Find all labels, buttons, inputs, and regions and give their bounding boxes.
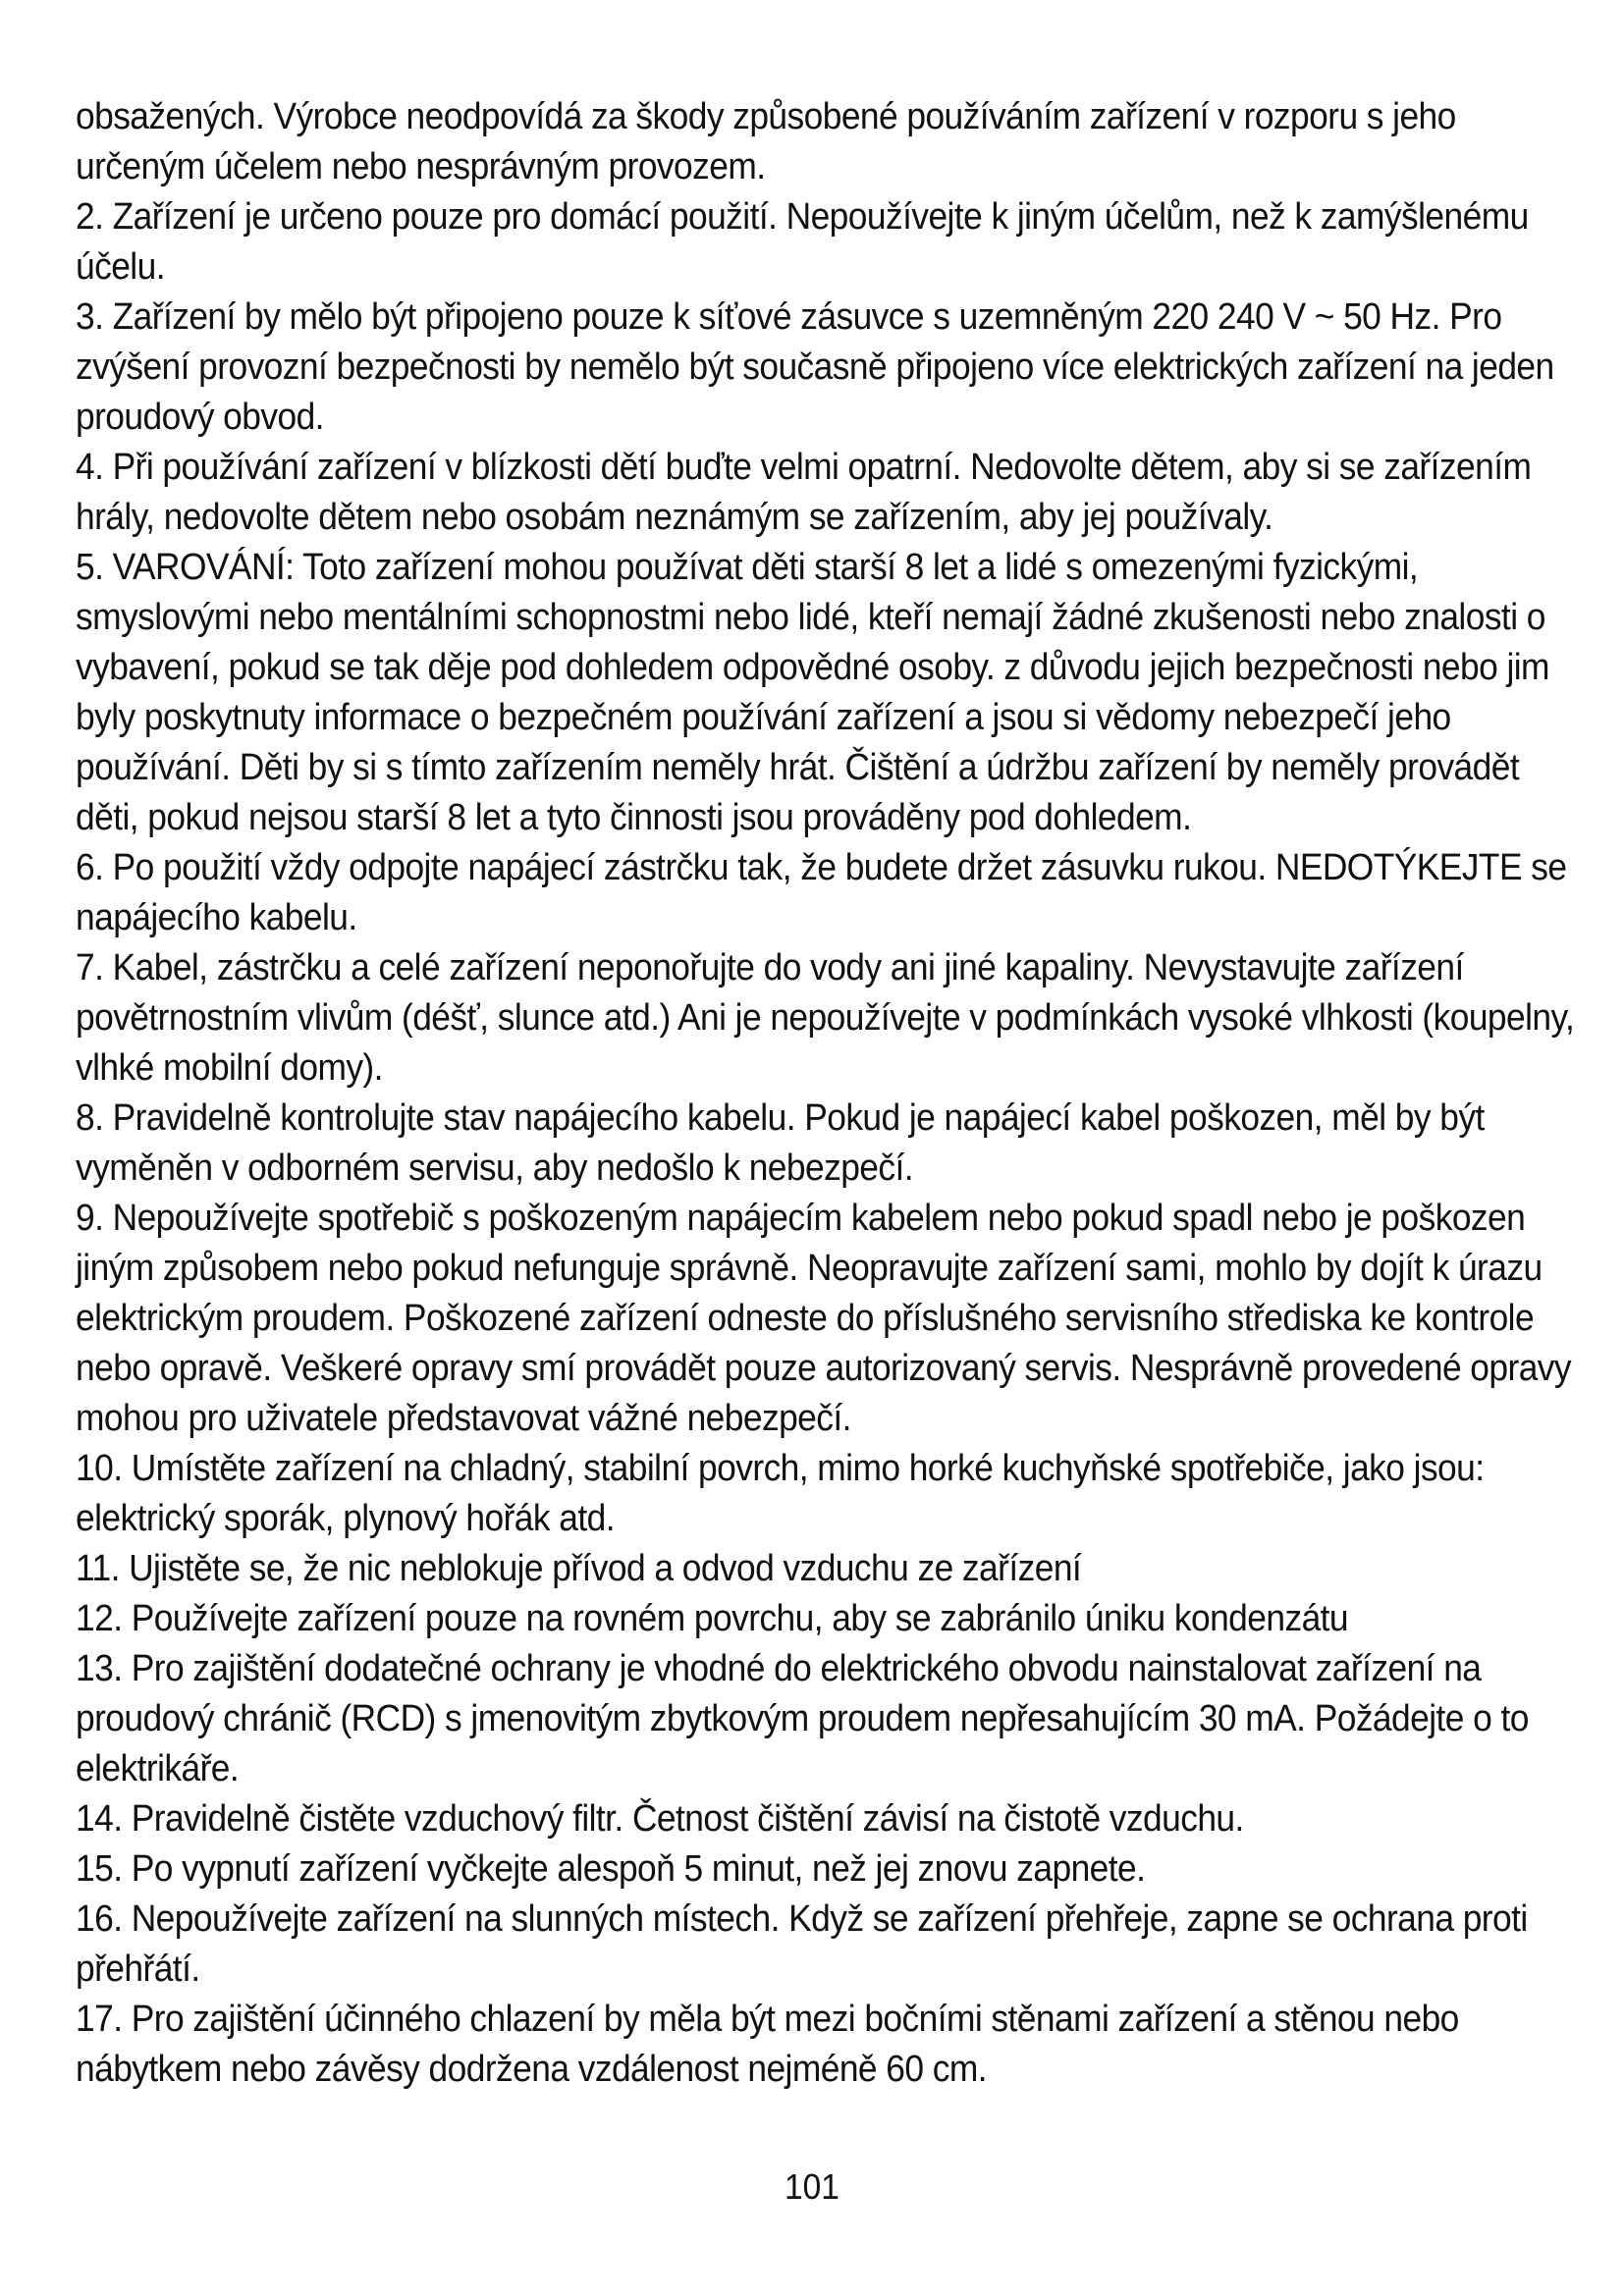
- paragraph-item-8: 8. Pravidelně kontrolujte stav napájecího kabelu. Pokud je napájecí kabel poškozen, měl by být vyměněn v odborném servisu, aby nedošlo k nebezpečí.: [76, 1097, 1485, 1189]
- paragraph-item-4: 4. Při používání zařízení v blízkosti dětí buďte velmi opatrní. Nedovolte dětem, aby si se zařízením hrály, nedovolte dětem nebo osobám neznámým se zařízením, aby jej používaly.: [76, 447, 1532, 538]
- paragraph-item-7: 7. Kabel, zástrčku a celé zařízení neponořujte do vody ani jiné kapaliny. Nevystavujte zařízení povětrnostním vlivům (déšť, slunce atd.) Ani je nepoužívejte v podmínkách vysoké vlhkosti (koupelny, vlhké mobilní domy).: [76, 947, 1575, 1089]
- paragraph-continuation: obsažených. Výrobce neodpovídá za škody způsobené používáním zařízení v rozporu s jeho určeným účelem nebo nesprávným provozem.: [76, 96, 1456, 187]
- paragraph-item-2: 2. Zařízení je určeno pouze pro domácí použití. Nepoužívejte k jiným účelům, než k zamýšlenému účelu.: [76, 196, 1529, 288]
- paragraph-item-13: 13. Pro zajištění dodatečné ochrany je vhodné do elektrického obvodu nainstalovat zařízení na proudový chránič (RCD) s jmenovitým zbytkovým proudem nepřesahujícím 30 mA. Požádejte o to elektrikáře.: [76, 1648, 1529, 1789]
- paragraph-item-14: 14. Pravidelně čistěte vzduchový filtr. Četnost čištění závisí na čistotě vzduchu.: [76, 1798, 1244, 1840]
- paragraph-item-9: 9. Nepoužívejte spotřebič s poškozeným napájecím kabelem nebo pokud spadl nebo je poškozen jiným způsobem nebo pokud nefunguje správně. Neopravujte zařízení sami, mohlo by dojít k úrazu elektrickým proudem. Poškozené zařízení odneste do příslušného servisního střediska ke kontrole nebo opravě. Veškeré opravy smí provádět pouze autorizovaný servis. Nesprávně provedené opravy mohou pro uživatele představovat vážné nebezpečí.: [76, 1198, 1572, 1439]
- paragraph-item-11: 11. Ujistěte se, že nic neblokuje přívod a odvod vzduchu ze zařízení: [76, 1548, 1082, 1589]
- paragraph-item-3: 3. Zařízení by mělo být připojeno pouze k síťové zásuvce s uzemněným 220 240 V ~ 50 Hz. Pro zvýšení provozní bezpečnosti by nemělo být současně připojeno více elektrických zařízení na jeden proudový obvod.: [76, 296, 1554, 438]
- paragraph-item-5: 5. VAROVÁNÍ: Toto zařízení mohou používat děti starší 8 let a lidé s omezenými fyzickými, smyslovými nebo mentálními schopnostmi nebo lidé, kteří nemají žádné zkušenosti nebo znalosti o vybavení, pokud se tak děje pod dohledem odpovědné osoby. z důvodu jejich bezpečnosti nebo jim byly poskytnuty informace o bezpečném používání zařízení a jsou si vědomy nebezpečí jeho používání. Děti by si s tímto zařízením neměly hrát. Čištění a údržbu zařízení by neměly provádět děti, pokud nejsou starší 8 let a tyto činnosti jsou prováděny pod dohledem.: [76, 547, 1549, 838]
- paragraph-item-6: 6. Po použití vždy odpojte napájecí zástrčku tak, že budete držet zásuvku rukou. NEDOTÝKEJTE se napájecího kabelu.: [76, 847, 1567, 938]
- paragraph-item-10: 10. Umístěte zařízení na chladný, stabilní povrch, mimo horké kuchyňské spotřebiče, jako jsou: elektrický sporák, plynový hořák atd.: [76, 1448, 1485, 1539]
- paragraph-item-15: 15. Po vypnutí zařízení vyčkejte alespoň 5 minut, než jej znovu zapnete.: [76, 1848, 1146, 1890]
- paragraph-item-16: 16. Nepoužívejte zařízení na slunných místech. Když se zařízení přehřeje, zapne se ochrana proti přehřátí.: [76, 1898, 1528, 1990]
- paragraph-item-17: 17. Pro zajištění účinného chlazení by měla být mezi bočními stěnami zařízení a stěnou nebo nábytkem nebo závěsy dodržena vzdálenost nejméně 60 cm.: [76, 1999, 1459, 2090]
- document-body: [76, 92, 1578, 2095]
- page-number: 101: [785, 2166, 839, 2207]
- paragraph-item-12: 12. Používejte zařízení pouze na rovném povrchu, aby se zabránilo úniku kondenzátu: [76, 1598, 1349, 1639]
